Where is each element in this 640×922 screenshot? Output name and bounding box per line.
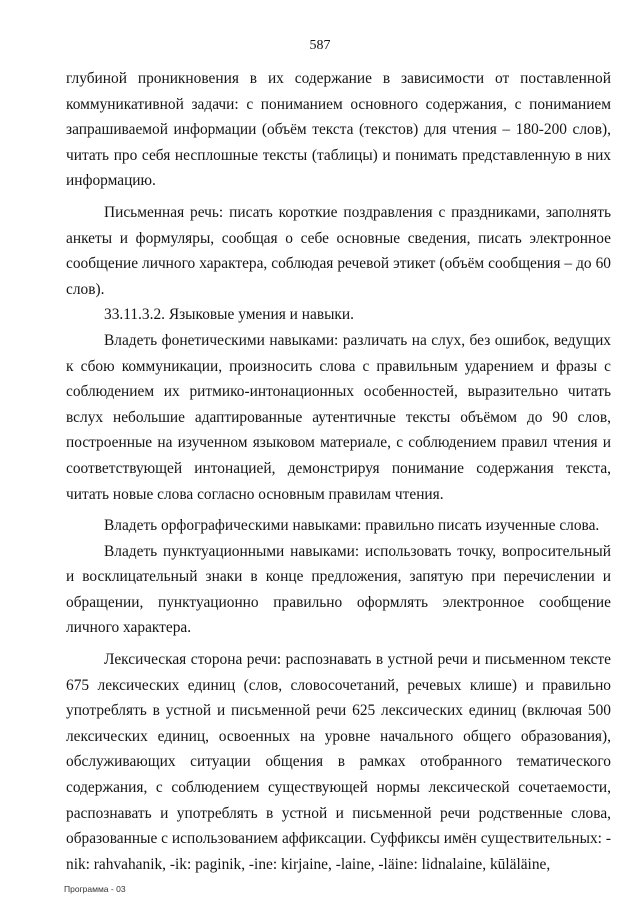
page-body [66,66,611,877]
section-heading: 33.11.3.2. Языковые умения и навыки. [104,306,354,324]
paragraph-orthographic-skills: Владеть орфографическими навыками: правильно писать изученные слова. [104,517,600,535]
paragraph-punctuation-skills: Владеть пунктуационными навыками: использовать точку, вопросительный и восклицательный знаки в конце предложения, запятую при перечислении и обращении, пунктуационно правильно оформлять электронное сообщение личного характера. [66,542,611,637]
page-footer: Программа - 03 [64,884,126,894]
paragraph-lexical-side: Лексическая сторона речи: распознавать в устной речи и письменном тексте 675 лексических единиц (слов, словосочетаний, речевых клише) и правильно употреблять в устной и письменной речи 625 лексических единиц (включая 500 лексических единиц, освоенных на уровне начального общего образования), обслуживающих ситуации общения в рамках отобранного тематического содержания, с соблюдением существующей нормы лексической сочетаемости, распознавать и употреблять в устной и письменной речи родственные слова, образованные с использованием аффиксации. Суффиксы имён существительных: -nik: rahvahanik, -ik: paginik, -ine: kirjaine, -laine, -läine: lidnalaine, kūläläine, [66,651,611,873]
paragraph-continuation: глубиной проникновения в их содержание в зависимости от поставленной коммуникативной задачи: с пониманием основного содержания, с пониманием запрашиваемой информации (объём текста (текстов) для чтения – 180-200 слов), читать про себя несплошные тексты (таблицы) и понимать представленную в них информацию. [66,70,611,190]
page-number: 587 [309,38,331,53]
paragraph-written-speech: Письменная речь: писать короткие поздравления с праздниками, заполнять анкеты и формуляры, сообщая о себе основные сведения, писать электронное сообщение личного характера, соблюдая речевой этикет (объём сообщения – до 60 слов). [66,203,611,298]
paragraph-phonetic-skills: Владеть фонетическими навыками: различать на слух, без ошибок, ведущих к сбою коммуникации, произносить слова с правильным ударением и фразы с соблюдением их ритмико-интонационных особенностей, выразительно читать вслух небольшие адаптированные аутентичные тексты объёмом до 90 слов, построенные на изученном языковом материале, с соблюдением правил чтения и соответствующей интонацией, демонстрируя понимание содержания текста, читать новые слова согласно основным правилам чтения. [66,331,611,503]
